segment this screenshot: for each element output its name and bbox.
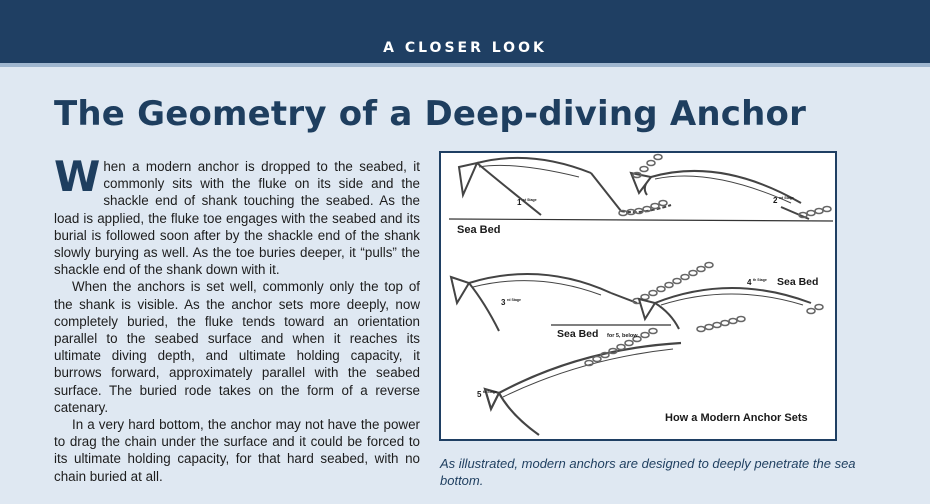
article-title: The Geometry of a Deep-diving Anchor: [54, 94, 807, 134]
label-stage-3-suffix: rd Stage: [507, 298, 522, 302]
label-stage-5-suffix: th Stage: [483, 390, 497, 394]
label-sea-bed-5: Sea Bed: [557, 328, 599, 340]
paragraph-1-text: hen a modern anchor is dropped to the seabed, it commonly sits with the fluke on its side and the shackle end of shank touching the seabed. As the load is applied, the fluke toe engages with the seabed and its burial is followed soon after by the shackle end of the shank slowly burying as well. As the toe buries deeper, it “pulls” the shackle end of the shank down with it.: [54, 159, 420, 278]
anchor-diagram: [441, 153, 835, 439]
figure-title: How a Modern Anchor Sets: [665, 412, 808, 424]
anchor-stage-4: [639, 288, 811, 329]
label-sea-bed-1: Sea Bed: [457, 224, 501, 236]
seabed-line-1: [449, 219, 833, 221]
label-sea-bed-5-note: for 5, below.: [607, 333, 639, 339]
anchor-stage-5: [485, 343, 681, 435]
label-stage-5: 5: [477, 390, 482, 399]
label-sea-bed-4: Sea Bed: [777, 276, 819, 288]
paragraph-2: When the anchors is set well, commonly only the top of the shank is visible. As the anchor sets more deeply, now completely buried, the fluke tends toward an orientation parallel to the seabed surface and when it reaches its ultimate diving depth, and ultimate holding capacity, it burrows forward, approximately parallel with the seabed surface. The buried rode takes on the form of a reverse catenary.: [54, 279, 420, 415]
label-stage-2-suffix: nd Stage: [779, 196, 794, 200]
label-stage-4-suffix: th Stage: [753, 278, 767, 282]
figure-caption: As illustrated, modern anchors are designed to deeply penetrate the sea bottom.: [440, 456, 856, 488]
anchor-illustration: [439, 151, 837, 441]
paragraph-3: In a very hard bottom, the anchor may not have the power to drag the chain under the surface and it could be forced to its ultimate holding capacity, for that hard seabed, with no chain buried at all.: [54, 417, 420, 484]
anchor-stage-3: [451, 274, 637, 331]
label-stage-4: 4: [747, 278, 752, 287]
label-stage-1: 1: [517, 198, 522, 207]
label-stage-3: 3: [501, 298, 506, 307]
chain-stage-4: [697, 305, 823, 332]
article-body: [54, 152, 420, 485]
drop-cap: W: [54, 152, 101, 201]
label-stage-2: 2: [773, 196, 778, 205]
header-band: [0, 0, 930, 67]
section-kicker: A CLOSER LOOK: [383, 40, 547, 56]
paragraph-1: [54, 152, 420, 278]
label-stage-1-suffix: st Stage: [523, 198, 537, 202]
anchor-stage-2: [631, 171, 809, 219]
